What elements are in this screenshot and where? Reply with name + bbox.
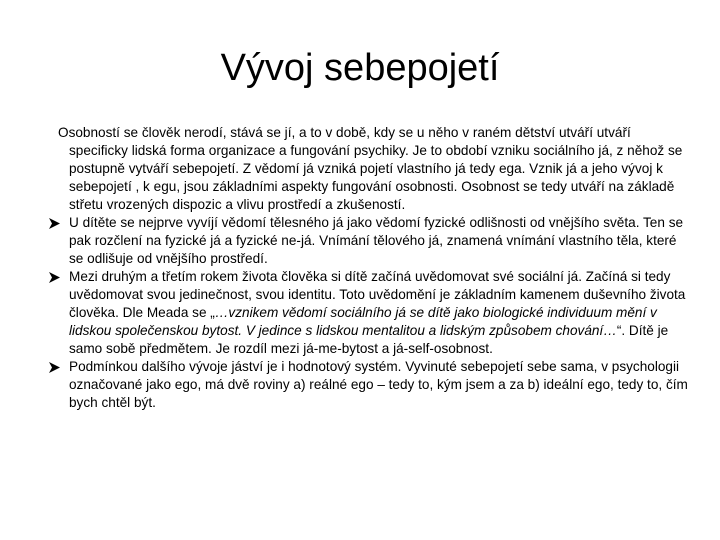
arrow-bullet-icon: [48, 217, 61, 230]
arrow-bullet-icon: [48, 271, 61, 284]
bullet-item: [48, 358, 688, 412]
bullet-item: [48, 214, 688, 268]
bullet-text: Mezi druhým a třetím rokem života člověka si dítě začíná uvědomovat své sociální já. Začíná si tedy uvědomovat svou jedinečnost, svou identitu. Toto uvědomění je základním kamenem duševního života člověka. Dle Meada se „: [69, 269, 686, 320]
bullet-text: U dítěte se nejprve vyvíjí vědomí tělesného já jako vědomí fyzické odlišnosti od vnějšího světa. Ten se pak rozčlení na fyzické já a fyzické ne-já. Vnímání tělového já, znamená vnímání vlastního těla, které se odlišuje od vnějšího prostředí.: [69, 215, 684, 266]
mead-quote: …vznikem vědomí sociálního já se dítě jako biologické individuum mění v lidskou společenskou bytost. V jedince s lidskou mentalitou a lidským způsobem chování…: [69, 305, 657, 338]
arrow-bullet-icon: [48, 361, 61, 374]
bullet-text: Podmínkou dalšího vývoje jáství je i hodnotový systém. Vyvinuté sebepojetí sebe sama, v psychologii označované jako ego, má dvě roviny a) reálné ego – tedy to, kým jsem a za b) ideální ego, tedy to, čím bych chtěl být.: [69, 359, 688, 410]
intro-paragraph: Osobností se člověk nerodí, stává se jí, a to v době, kdy se u něho v raném dětství utváří utváří specificky lidská forma organizace a fungování psychiky. Je to období vzniku sociálního já, z něhož se postupně vytváří sebepojetí. Z vědomí já vzniká pojetí vlastního já tedy ega. Vznik já a jeho vývoj k sebepojetí , k egu, jsou základními aspekty fungování osobnosti. Osobnost se tedy utváří na základě střetu vrozených dispozic a vlivu prostředí a zkušeností.: [58, 125, 683, 212]
bullet-text-continued: “. Dítě je samo sobě předmětem. Je rozdíl mezi já-me-bytost a já-self-osobnost.: [69, 323, 669, 356]
slide-content: [48, 124, 688, 412]
slide-title: Vývoj sebepojetí: [220, 47, 500, 89]
bullet-item: [48, 268, 688, 358]
